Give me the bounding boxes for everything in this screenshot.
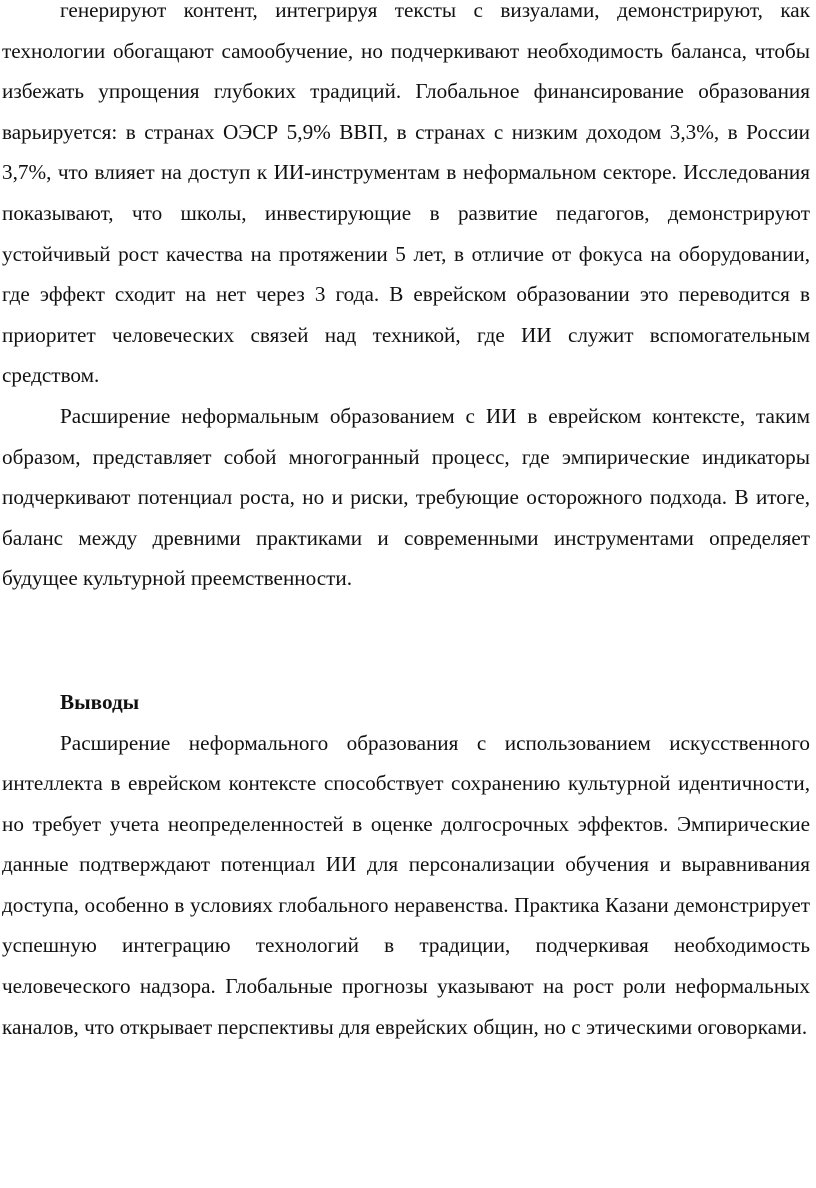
section-spacer [2, 599, 810, 682]
paragraph-summary: Расширение неформальным образованием с ИИ в еврейском контексте, таким образом, представляет собой многогранный процесс, где эмпирические индикаторы подчеркивают потенциал роста, но и риски, требующие осторожного подхода. В итоге, баланс между древними практиками и современными инструментами определяет будущее культурной преемственности. [2, 403, 810, 591]
section-heading-conclusions: Выводы [60, 689, 140, 714]
paragraph-continuation: генерируют контент, интегрируя тексты с визуалами, демонстрируют, как технологии обогащают самообучение, но подчеркивают необходимость баланса, чтобы избежать упрощения глубоких традиций. Глобальное финансирование образования варьируется: в странах ОЭСР 5,9% ВВП, в странах с низким доходом 3,3%, в России 3,7%, что влияет на доступ к ИИ-инструментам в неформальном секторе. Исследования показывают, что школы, инвестирующие в развитие педагогов, демонстрируют устойчивый рост качества на протяжении 5 лет, в отличие от фокуса на оборудовании, где эффект сходит на нет через 3 года. В еврейском образовании это переводится в приоритет человеческих связей над техникой, где ИИ служит вспомогательным средством. [2, 0, 810, 388]
paragraph-conclusions: Расширение неформального образования с использованием искусственного интеллекта в еврейском контексте способствует сохранению культурной идентичности, но требует учета неопределенностей в оценке долгосрочных эффектов. Эмпирические данные подтверждают потенциал ИИ для персонализации обучения и выравнивания доступа, особенно в условиях глобального неравенства. Практика Казани демонстрирует успешную интеграцию технологий в традиции, подчеркивая необходимость человеческого надзора. Глобальные прогнозы указывают на рост роли неформальных каналов, что открывает перспективы для еврейских общин, но с этическими оговорками. [2, 730, 810, 1039]
